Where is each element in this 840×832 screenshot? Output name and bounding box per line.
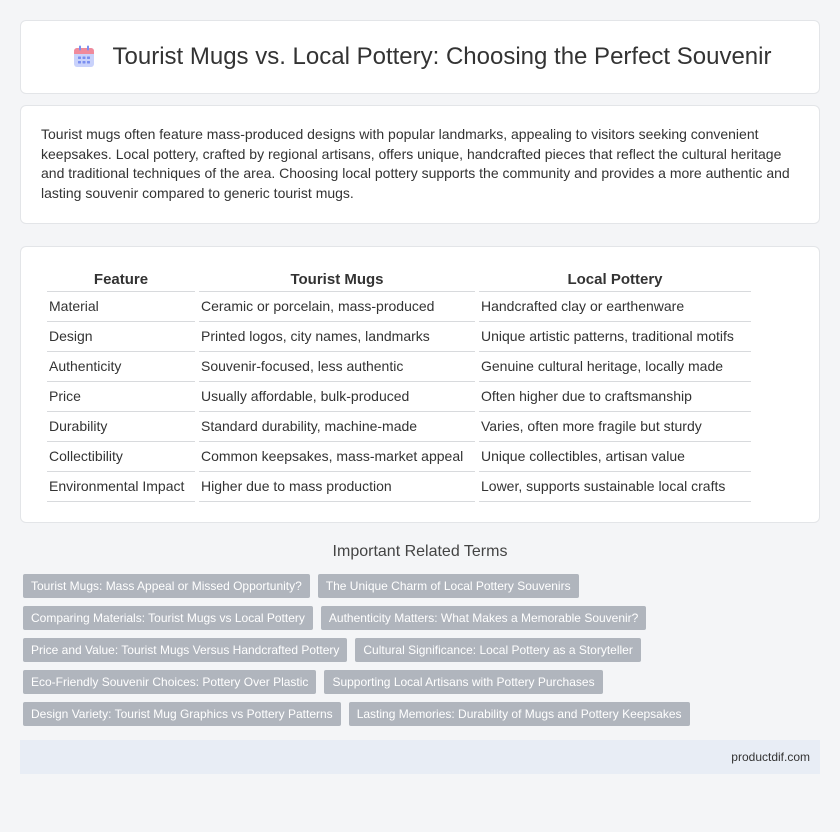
table-row <box>47 472 751 502</box>
table-row <box>47 382 751 412</box>
cell-tourist-mugs: Common keepsakes, mass-market appeal <box>199 442 475 472</box>
related-tags <box>20 574 820 726</box>
column-header-local-pottery: Local Pottery <box>479 267 751 292</box>
related-tag[interactable]: Eco-Friendly Souvenir Choices: Pottery Over Plastic <box>23 670 316 694</box>
related-tag[interactable]: Tourist Mugs: Mass Appeal or Missed Opportunity? <box>23 574 310 598</box>
intro-text: Tourist mugs often feature mass-produced designs with popular landmarks, appealing to visitors seeking convenient keepsakes. Local pottery, crafted by regional artisans, offers unique, handcrafted pieces that reflect the cultural heritage and traditional techniques of the area. Choosing local pottery supports the community and provides a more authentic and lasting souvenir compared to generic tourist mugs. <box>41 126 790 201</box>
related-tag[interactable]: Supporting Local Artisans with Pottery Purchases <box>324 670 602 694</box>
intro-section <box>20 105 820 224</box>
comparison-section <box>20 246 820 523</box>
cell-feature: Durability <box>47 412 195 442</box>
table-row <box>47 442 751 472</box>
cell-local-pottery: Handcrafted clay or earthenware <box>479 292 751 322</box>
cell-feature: Authenticity <box>47 352 195 382</box>
table-row <box>47 322 751 352</box>
comparison-table <box>43 267 755 502</box>
table-header-row <box>47 267 751 292</box>
cell-local-pottery: Genuine cultural heritage, locally made <box>479 352 751 382</box>
page-header <box>20 20 820 94</box>
column-header-feature: Feature <box>47 267 195 292</box>
related-tag[interactable]: Price and Value: Tourist Mugs Versus Handcrafted Pottery <box>23 638 347 662</box>
related-tag[interactable]: Design Variety: Tourist Mug Graphics vs Pottery Patterns <box>23 702 341 726</box>
cell-tourist-mugs: Souvenir-focused, less authentic <box>199 352 475 382</box>
table-row <box>47 292 751 322</box>
cell-feature: Material <box>47 292 195 322</box>
cell-feature: Environmental Impact <box>47 472 195 502</box>
cell-local-pottery: Often higher due to craftsmanship <box>479 382 751 412</box>
related-tag[interactable]: Cultural Significance: Local Pottery as a Storyteller <box>355 638 640 662</box>
footer-site-name: productdif.com <box>731 750 810 764</box>
page-title: Tourist Mugs vs. Local Pottery: Choosing the Perfect Souvenir <box>112 43 772 70</box>
cell-local-pottery: Varies, often more fragile but sturdy <box>479 412 751 442</box>
cell-feature: Collectibility <box>47 442 195 472</box>
cell-tourist-mugs: Standard durability, machine-made <box>199 412 475 442</box>
related-tag[interactable]: The Unique Charm of Local Pottery Souvenirs <box>318 574 579 598</box>
related-terms-section <box>0 543 840 726</box>
cell-tourist-mugs: Printed logos, city names, landmarks <box>199 322 475 352</box>
cell-feature: Design <box>47 322 195 352</box>
calendar-icon <box>69 42 99 72</box>
related-tag[interactable]: Comparing Materials: Tourist Mugs vs Local Pottery <box>23 606 313 630</box>
cell-tourist-mugs: Higher due to mass production <box>199 472 475 502</box>
cell-feature: Price <box>47 382 195 412</box>
table-row <box>47 412 751 442</box>
page-footer <box>20 740 820 774</box>
cell-tourist-mugs: Ceramic or porcelain, mass-produced <box>199 292 475 322</box>
related-tag[interactable]: Lasting Memories: Durability of Mugs and Pottery Keepsakes <box>349 702 690 726</box>
cell-local-pottery: Unique collectibles, artisan value <box>479 442 751 472</box>
related-terms-title: Important Related Terms <box>332 543 508 560</box>
cell-tourist-mugs: Usually affordable, bulk-produced <box>199 382 475 412</box>
related-tag[interactable]: Authenticity Matters: What Makes a Memorable Souvenir? <box>321 606 646 630</box>
cell-local-pottery: Unique artistic patterns, traditional motifs <box>479 322 751 352</box>
cell-local-pottery: Lower, supports sustainable local crafts <box>479 472 751 502</box>
column-header-tourist-mugs: Tourist Mugs <box>199 267 475 292</box>
table-row <box>47 352 751 382</box>
